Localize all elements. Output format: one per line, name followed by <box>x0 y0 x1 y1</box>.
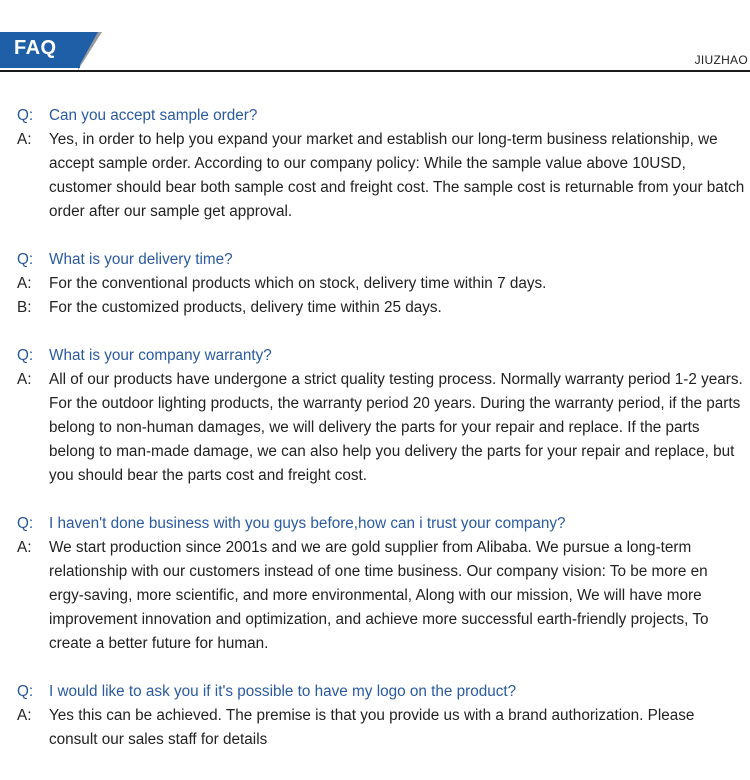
answer-marker: A: <box>17 275 32 292</box>
answer-text: Yes, in order to help you expand your market and establish our long-term business relationship, we accept sample order. According to our company policy: While the sample value above 10USD, customer should bear both sample cost and freight cost. The sample cost is returnable from your batch order after our sample get approval. <box>49 131 745 220</box>
question-text: I haven't done business with you guys before,how can i trust your company? <box>49 515 566 532</box>
question-marker: Q: <box>17 515 34 532</box>
faq-question <box>0 248 750 272</box>
brand-name: JIUZHAO <box>694 53 748 67</box>
question-marker: Q: <box>17 107 34 124</box>
header-divider <box>0 70 750 72</box>
faq-answer <box>0 272 750 296</box>
answer-marker: A: <box>17 131 32 148</box>
question-marker: Q: <box>17 683 34 700</box>
answer-marker: B: <box>17 299 32 316</box>
faq-item <box>0 512 750 656</box>
faq-title: FAQ <box>14 37 57 59</box>
faq-list <box>0 104 750 776</box>
faq-item <box>0 248 750 320</box>
faq-answer <box>0 128 750 224</box>
answer-marker: A: <box>17 707 32 724</box>
answer-text: All of our products have undergone a strict quality testing process. Normally warranty period 1-2 years. For the outdoor lighting products, the warranty period 20 years. During the warranty period, if the parts belong to non-human damages, we will delivery the parts for your repair and replace. If the parts belong to man-made damage, we can also help you delivery the parts for your repair and replace, but you should bear the parts cost and freight cost. <box>49 371 743 484</box>
answer-marker: A: <box>17 371 32 388</box>
answer-marker: A: <box>17 539 32 556</box>
faq-question <box>0 512 750 536</box>
answer-text: For the conventional products which on stock, delivery time within 7 days. <box>49 275 547 292</box>
answer-text: We start production since 2001s and we are gold supplier from Alibaba. We pursue a long-term relationship with our customers instead of one time business. Our company vision: To be more en ergy-saving, more scientific, and more environmental, Along with our mission, We will have more improvement innovation and optimization, and achieve more successful earth-friendly projects, To create a better future for human. <box>49 539 709 652</box>
faq-question <box>0 344 750 368</box>
question-text: I would like to ask you if it's possible to have my logo on the product? <box>49 683 517 700</box>
question-text: Can you accept sample order? <box>49 107 258 124</box>
faq-tab-slant <box>78 32 98 68</box>
question-marker: Q: <box>17 347 34 364</box>
answer-text: Yes this can be achieved. The premise is that you provide us with a brand authorization. Please consult our sales staff for details <box>49 707 695 748</box>
faq-question <box>0 680 750 704</box>
faq-item <box>0 104 750 224</box>
answer-text: For the customized products, delivery time within 25 days. <box>49 299 442 316</box>
faq-header <box>0 0 750 80</box>
faq-answer <box>0 296 750 320</box>
question-text: What is your company warranty? <box>49 347 272 364</box>
faq-answer <box>0 368 750 488</box>
faq-answer <box>0 704 750 752</box>
faq-answer <box>0 536 750 656</box>
question-marker: Q: <box>17 251 34 268</box>
question-text: What is your delivery time? <box>49 251 233 268</box>
faq-item <box>0 344 750 488</box>
faq-item <box>0 680 750 752</box>
faq-question <box>0 104 750 128</box>
